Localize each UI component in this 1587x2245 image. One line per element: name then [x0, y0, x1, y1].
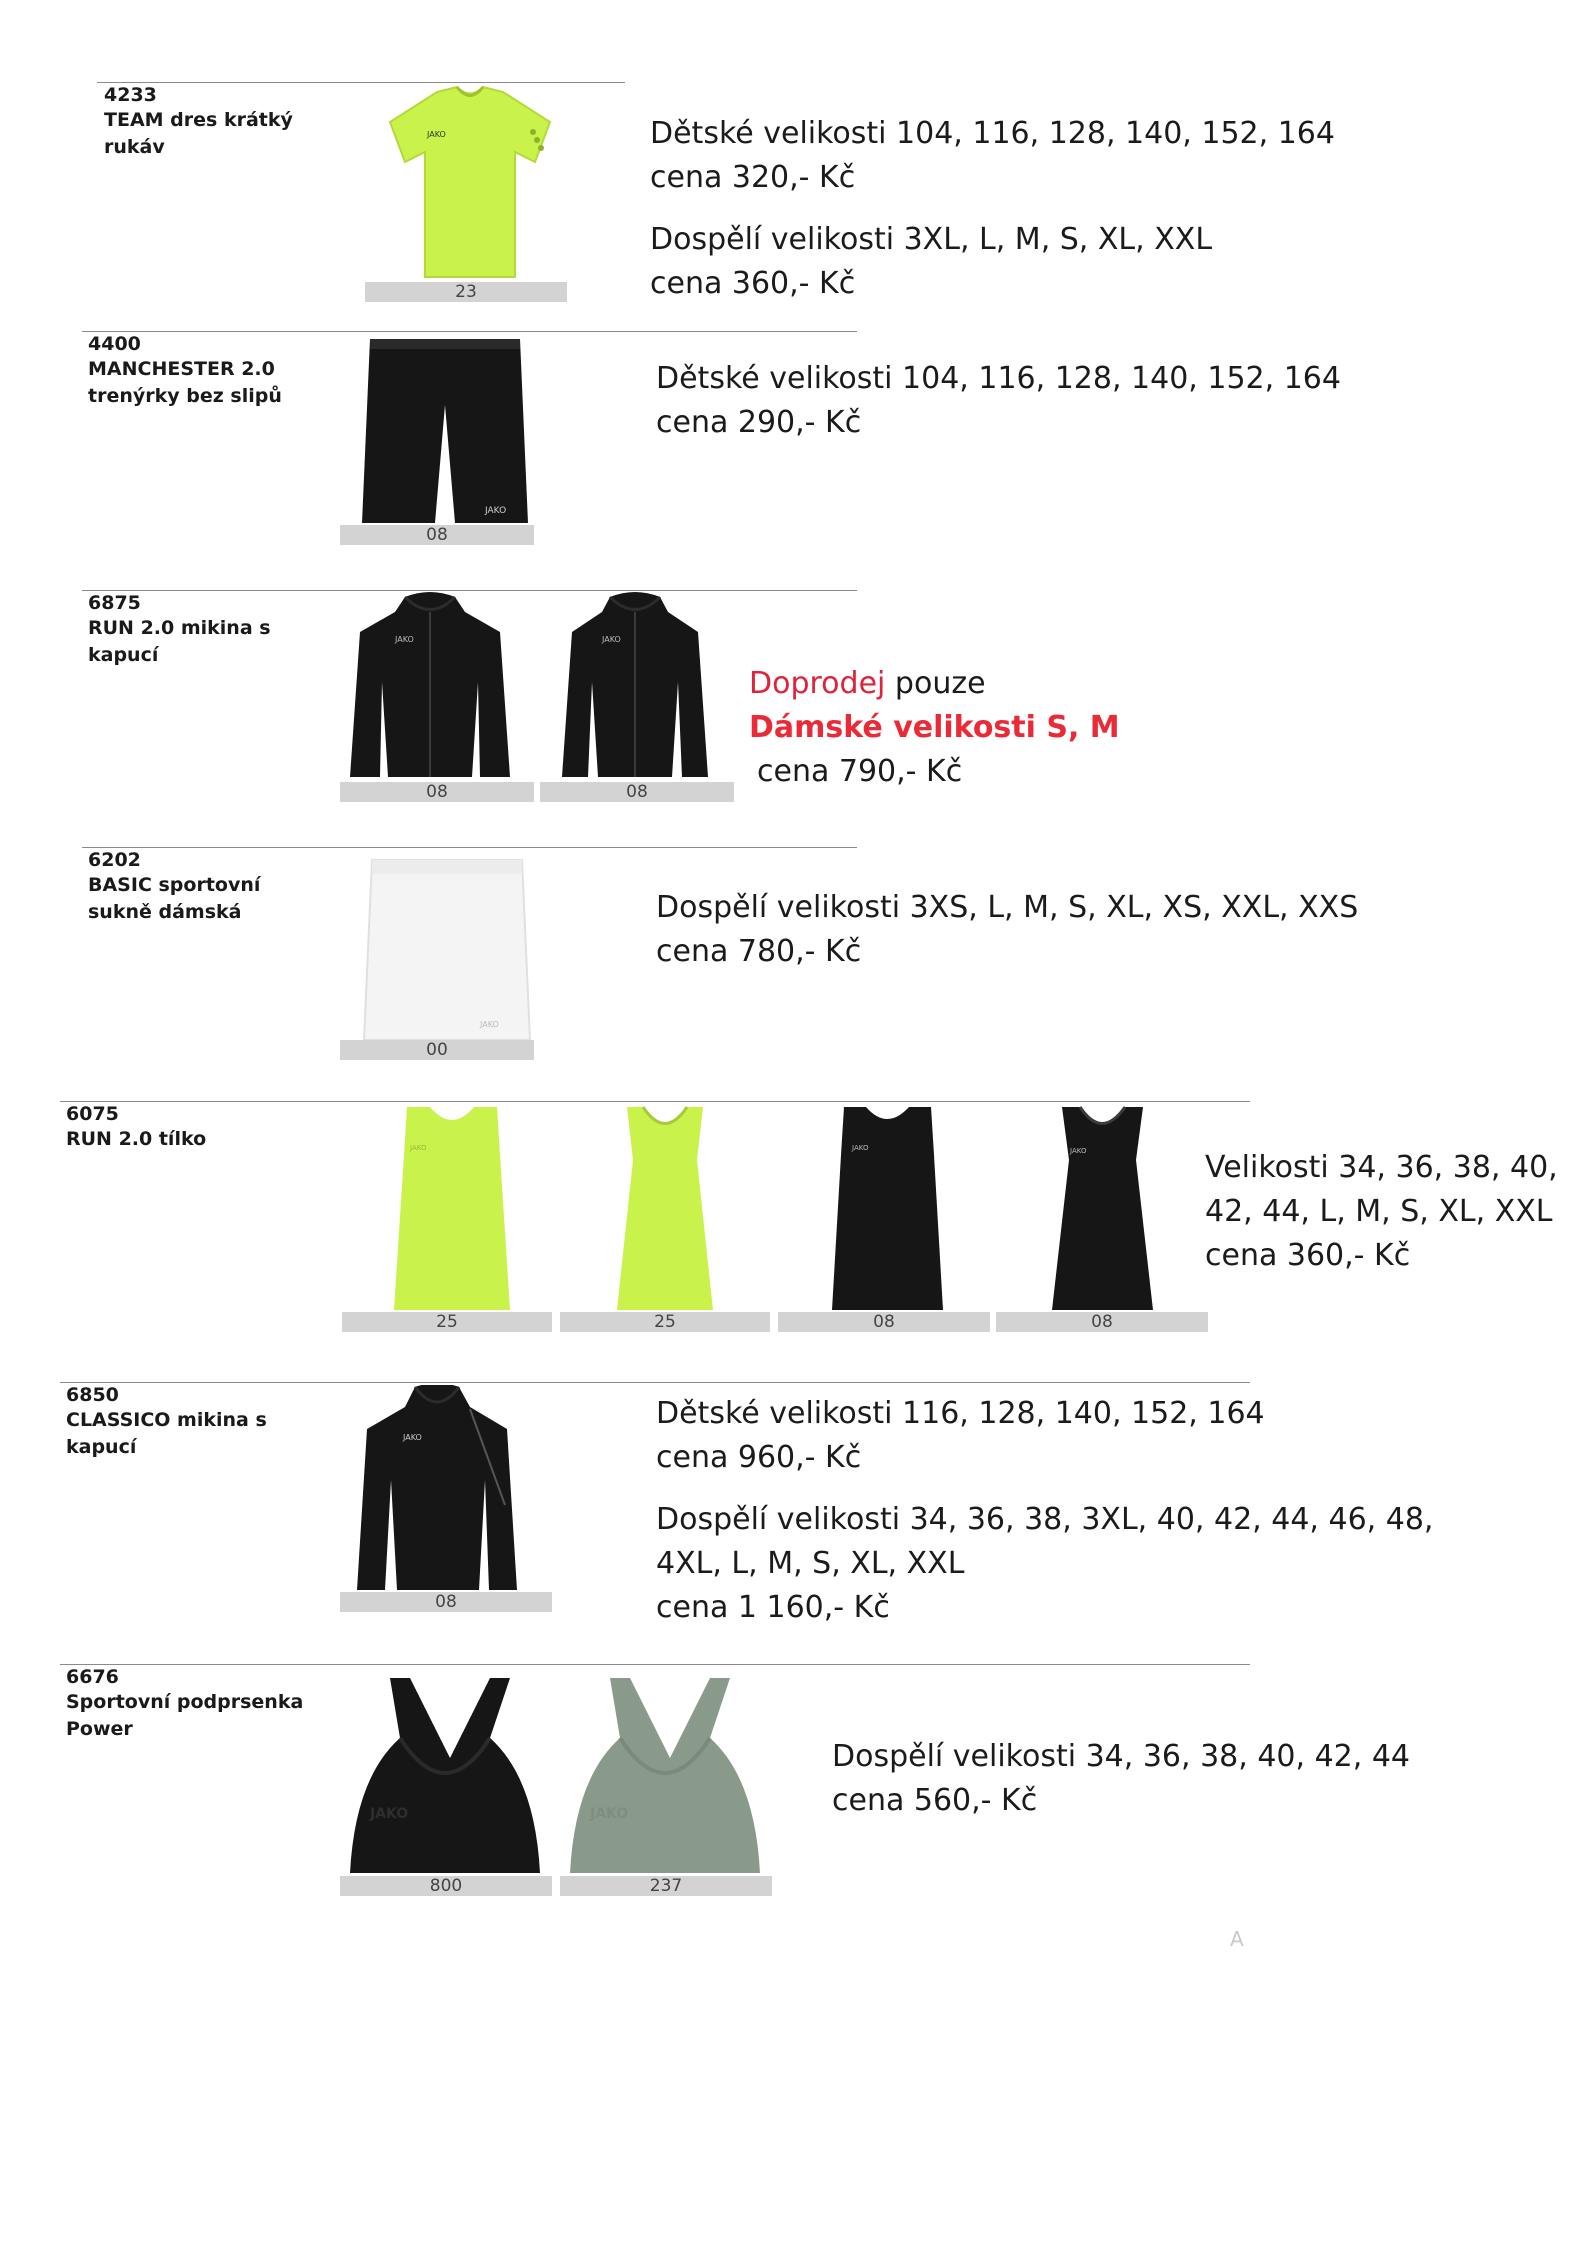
svg-text:JAKO: JAKO: [395, 635, 414, 644]
section-divider: [60, 1664, 1250, 1665]
sizes-women: Dámské velikosti S, M: [749, 710, 1120, 745]
product-details: [656, 1392, 1433, 1630]
section-divider: [82, 331, 857, 332]
svg-text:JAKO: JAKO: [403, 1433, 422, 1442]
price: cena 360,- Kč: [1205, 1238, 1411, 1273]
product-image-hoodie-mens-black: [350, 592, 510, 782]
sizes-adults-2: 4XL, L, M, S, XL, XXL: [656, 1546, 965, 1581]
product-image-tank-womens-black: [1050, 1105, 1155, 1313]
color-code-bar: 25: [560, 1312, 770, 1332]
product-details: [656, 886, 1358, 974]
price-adults: cena 360,- Kč: [650, 266, 856, 301]
sizes-kids: Dětské velikosti 116, 128, 140, 152, 164: [656, 1396, 1265, 1431]
price-kids: cena 290,- Kč: [656, 405, 862, 440]
footer-mark: A: [1230, 1927, 1244, 1951]
product-code: 4233: [104, 84, 157, 106]
svg-text:JAKO: JAKO: [590, 1806, 629, 1822]
product-details: [656, 357, 1341, 445]
sizes-adults-1: Dospělí velikosti 34, 36, 38, 3XL, 40, 42, 44, 46, 48,: [656, 1502, 1434, 1537]
sale-label: Doprodej: [749, 666, 886, 701]
section-divider: [60, 1101, 1250, 1102]
color-code-bar: 08: [996, 1312, 1208, 1332]
product-name: TEAM dres krátký rukáv: [104, 109, 293, 158]
product-code: 6676: [66, 1666, 119, 1688]
color-code-bar: 08: [340, 525, 534, 545]
product-details: [650, 112, 1335, 306]
product-details: [1205, 1146, 1558, 1278]
product-code: 6075: [66, 1103, 119, 1125]
sizes-kids: Dětské velikosti 104, 116, 128, 140, 152, 164: [656, 361, 1341, 396]
price-kids: cena 960,- Kč: [656, 1440, 862, 1475]
product-image-hoodie-womens-black: [560, 592, 710, 782]
section-divider: [60, 1382, 1250, 1383]
product-name: MANCHESTER 2.0 trenýrky bez slipů: [88, 358, 282, 407]
price: cena 790,- Kč: [757, 754, 963, 789]
product-code: 6202: [88, 849, 141, 871]
section-divider: [82, 590, 857, 591]
svg-text:JAKO: JAKO: [410, 1144, 427, 1152]
color-code-bar: 237: [560, 1876, 772, 1896]
price-adults: cena 780,- Kč: [656, 934, 862, 969]
product-image-shorts-black: [360, 335, 530, 527]
sale-line: [749, 662, 1120, 706]
product-image-tank-womens-lime: [615, 1105, 715, 1313]
product-image-sports-bra-sage: [560, 1668, 770, 1876]
sizes-kids: Dětské velikosti 104, 116, 128, 140, 152, 164: [650, 116, 1335, 151]
color-code-bar: 08: [340, 782, 534, 802]
color-code-bar: 23: [365, 282, 567, 302]
product-code: 6875: [88, 592, 141, 614]
price-adults: cena 560,- Kč: [832, 1783, 1038, 1818]
sizes-line-1: Velikosti 34, 36, 38, 40,: [1205, 1150, 1558, 1185]
product-image-tank-mens-black: [830, 1105, 945, 1313]
product-image-tshirt-lime: [375, 82, 565, 282]
product-image-tank-mens-lime: [392, 1105, 512, 1313]
price-kids: cena 320,- Kč: [650, 160, 856, 195]
product-image-sports-bra-black: [340, 1668, 550, 1876]
sale-rest: pouze: [894, 666, 986, 701]
product-image-hoodie-classico-black: [355, 1385, 520, 1593]
product-name: BASIC sportovní sukně dámská: [88, 874, 261, 923]
product-name: RUN 2.0 tílko: [66, 1128, 207, 1150]
section-divider: [82, 847, 857, 848]
product-details: [832, 1735, 1410, 1823]
svg-text:JAKO: JAKO: [1070, 1147, 1087, 1155]
color-code-bar: 08: [540, 782, 734, 802]
product-code: 6850: [66, 1384, 119, 1406]
svg-text:JAKO: JAKO: [370, 1806, 409, 1822]
product-image-skirt-white: [362, 852, 532, 1042]
svg-text:JAKO: JAKO: [480, 1020, 499, 1029]
svg-text:JAKO: JAKO: [427, 130, 446, 139]
color-code-bar: 08: [340, 1592, 552, 1612]
color-code-bar: 25: [342, 1312, 552, 1332]
svg-text:JAKO: JAKO: [852, 1144, 869, 1152]
product-code: 4400: [88, 333, 141, 355]
color-code-bar: 00: [340, 1040, 534, 1060]
svg-text:JAKO: JAKO: [602, 635, 621, 644]
product-name: Sportovní podprsenka Power: [66, 1691, 304, 1740]
svg-text:JAKO: JAKO: [485, 506, 507, 516]
product-details: [749, 662, 1120, 794]
product-name: RUN 2.0 mikina s kapucí: [88, 617, 271, 666]
price-adults: cena 1 160,- Kč: [656, 1590, 890, 1625]
sizes-line-2: 42, 44, L, M, S, XL, XXL: [1205, 1194, 1553, 1229]
sizes-adults: Dospělí velikosti 34, 36, 38, 40, 42, 44: [832, 1739, 1410, 1774]
color-code-bar: 800: [340, 1876, 552, 1896]
product-name: CLASSICO mikina s kapucí: [66, 1409, 267, 1458]
sizes-adults: Dospělí velikosti 3XS, L, M, S, XL, XS, XXL, XXS: [656, 890, 1359, 925]
color-code-bar: 08: [778, 1312, 990, 1332]
sizes-adults: Dospělí velikosti 3XL, L, M, S, XL, XXL: [650, 222, 1213, 257]
